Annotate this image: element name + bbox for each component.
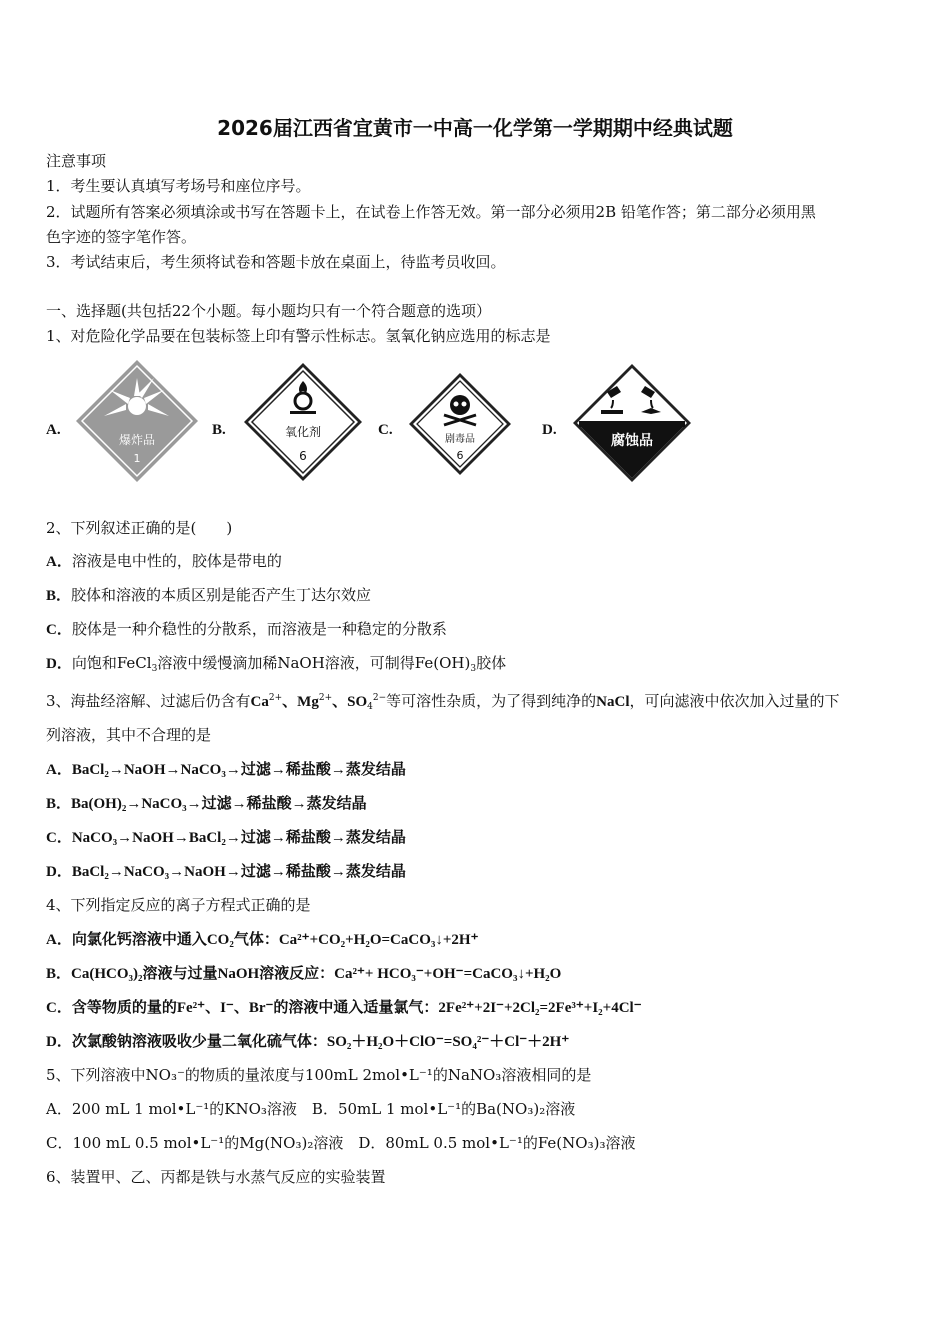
q2-option-b: B．胶体和溶液的本质区别是能否产生丁达尔效应	[46, 586, 372, 604]
q3-option-a: A．BaCl₂→NaOH→NaCO₃→过滤→稀盐酸→蒸发结晶	[46, 762, 406, 778]
q5-options-cd: C．100 mL 0.5 mol•L⁻¹的Mg(NO₃)₂溶液 D．80mL 0.5 mol•L⁻¹的Fe(NO₃)₃溶液	[46, 1134, 636, 1152]
notice-item-2: 2．试题所有答案必须填涂或书写在答题卡上，在试卷上作答无效。第一部分必须用2B 铅笔作答；第二部分必须用黑	[46, 203, 816, 221]
toxic-sign-icon	[407, 371, 513, 477]
q5-stem: 5、下列溶液中NO₃⁻的物质的量浓度与100mL 2mol•L⁻¹的NaNO₃溶液相同的是	[46, 1066, 592, 1084]
q1-option-a-label: A.	[46, 422, 61, 438]
q4-option-b: B．Ca(HCO₃)₂溶液与过量NaOH溶液反应：Ca²⁺+ HCO₃⁻+OH⁻=CaCO₃↓+H₂O	[46, 966, 562, 982]
q1-option-b-label: B.	[212, 422, 226, 438]
sign-d-text: 腐蚀品	[611, 433, 653, 449]
q3-stem-line2: 列溶液，其中不合理的是	[46, 726, 212, 744]
notice-item-1: 1．考生要认真填写考场号和座位序号。	[46, 177, 311, 195]
sign-c-number: 6	[456, 449, 464, 462]
q1-option-d-label: D.	[542, 422, 557, 438]
q2-option-d: D．向饱和FeCl$_3$溶液中缓慢滴加稀NaOH溶液，可制得$Fe(OH)_3$胶体	[46, 654, 507, 674]
oxidizer-sign-icon	[242, 361, 364, 483]
notice-heading: 注意事项	[46, 152, 107, 170]
notice-item-2-cont: 色字迹的签字笔作答。	[46, 228, 197, 246]
q4-option-c: C．含等物质的量的Fe²⁺、I⁻、Br⁻的溶液中通入适量氯气：2Fe²⁺+2I⁻+2Cl₂=2Fe³⁺+I₂+4Cl⁻	[46, 1000, 642, 1016]
q2-stem: 2、下列叙述正确的是( )	[46, 519, 233, 537]
sign-b-number: 6	[299, 449, 307, 463]
q4-option-d: D．次氯酸钠溶液吸收少量二氧化硫气体：SO₂＋H₂O＋ClO⁻=SO₄²⁻＋Cl⁻＋2H⁺	[46, 1034, 570, 1050]
q5-options-ab: A．200 mL 1 mol•L⁻¹的KNO₃溶液 B．50mL 1 mol•L⁻¹的Ba(NO₃)₂溶液	[46, 1100, 576, 1118]
q4-stem: 4、下列指定反应的离子方程式正确的是	[46, 896, 311, 914]
q3-option-d: D．BaCl₂→NaCO₃→NaOH→过滤→稀盐酸→蒸发结晶	[46, 864, 406, 880]
corrosive-sign-icon	[571, 362, 693, 484]
notice-item-3: 3．考试结束后，考生须将试卷和答题卡放在桌面上，待监考员收回。	[46, 253, 506, 271]
q3-option-c: C．NaCO₃→NaOH→BaCl₂→过滤→稀盐酸→蒸发结晶	[46, 830, 406, 846]
q3-stem-line1: 3、海盐经溶解、过滤后仍含有$Ca^{2+}$、$Mg^{2+}$、$SO_4^{2-}$等可溶性杂质，为了得到纯净的NaCl，可向滤液中依次加入过量的下	[46, 692, 840, 712]
explosive-sign-icon	[74, 358, 200, 484]
sign-b-text: 氧化剂	[284, 425, 322, 439]
sign-c-text: 剧毒品	[445, 434, 475, 445]
sign-a-text: 爆炸品	[118, 433, 156, 447]
q4-option-a: A．向氯化钙溶液中通入CO₂气体：Ca²⁺+CO₂+H₂O=CaCO₃↓+2H⁺	[46, 932, 479, 948]
q6-stem: 6、装置甲、乙、丙都是铁与水蒸气反应的实验装置	[46, 1168, 386, 1186]
q2-option-a: A．溶液是电中性的，胶体是带电的	[46, 552, 282, 570]
q1-stem: 1、对危险化学品要在包装标签上印有警示性标志。氢氧化钠应选用的标志是	[46, 327, 551, 345]
section-heading: 一、选择题(共包括22个小题。每小题均只有一个符合题意的选项）	[46, 302, 491, 320]
q2-option-c: C．胶体是一种介稳性的分散系，而溶液是一种稳定的分散系	[46, 620, 447, 638]
q3-option-b: B．Ba(OH)₂→NaCO₃→过滤→稀盐酸→蒸发结晶	[46, 796, 367, 812]
sign-a-number: 1	[133, 452, 141, 465]
q1-option-c-label: C.	[378, 422, 393, 438]
page-title: 2026届江西省宜黄市一中高一化学第一学期期中经典试题	[217, 116, 733, 140]
